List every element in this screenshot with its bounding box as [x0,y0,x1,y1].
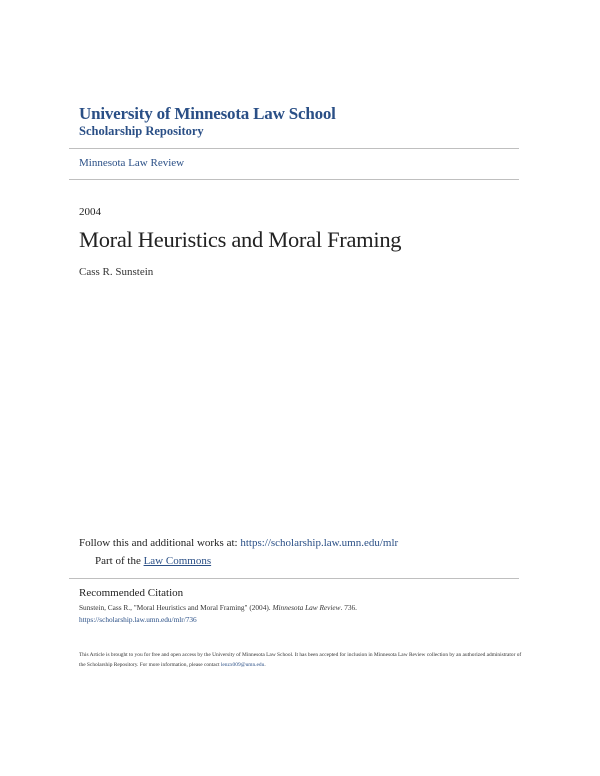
law-commons-link[interactable]: Law Commons [143,555,212,567]
journal-link[interactable]: Minnesota Law Review [79,157,185,169]
access-notice [79,650,529,670]
citation-url-link[interactable]: https://scholarship.law.umn.edu/mlr/736 [79,615,197,624]
citation-suffix: . 736. [340,603,357,612]
part-of-line [95,555,211,567]
part-of-prefix: Part of the [95,555,144,567]
article-title: Moral Heuristics and Moral Framing [79,227,402,252]
notice-text: This Article is brought to you for free and open access by the University of Minnesota Law School. It has been accepted for inclusion in Minnesota Law Review collection by an authorized administrator of the Scholarship Repository. For more information, please contact [79,652,522,668]
citation-prefix: Sunstein, Cass R., "Moral Heuristics and Moral Framing" (2004). [79,603,273,612]
publication-year: 2004 [79,206,101,218]
citation-journal: Minnesota Law Review [272,603,341,612]
divider-bottom [69,179,519,180]
contact-email-link[interactable]: lenzx009@umn.edu [220,662,265,668]
citation-heading: Recommended Citation [79,587,184,599]
notice-end: . [264,662,266,668]
repository-name[interactable]: Scholarship Repository [79,124,204,138]
divider-citation [69,578,519,579]
follow-prefix: Follow this and additional works at: [79,537,241,549]
divider-top [69,148,519,149]
institution-name[interactable]: University of Minnesota Law School [79,104,336,123]
citation-text [79,603,357,612]
follow-url-link[interactable]: https://scholarship.law.umn.edu/mlr [240,537,399,549]
article-author: Cass R. Sunstein [79,266,154,278]
follow-line [79,537,398,549]
